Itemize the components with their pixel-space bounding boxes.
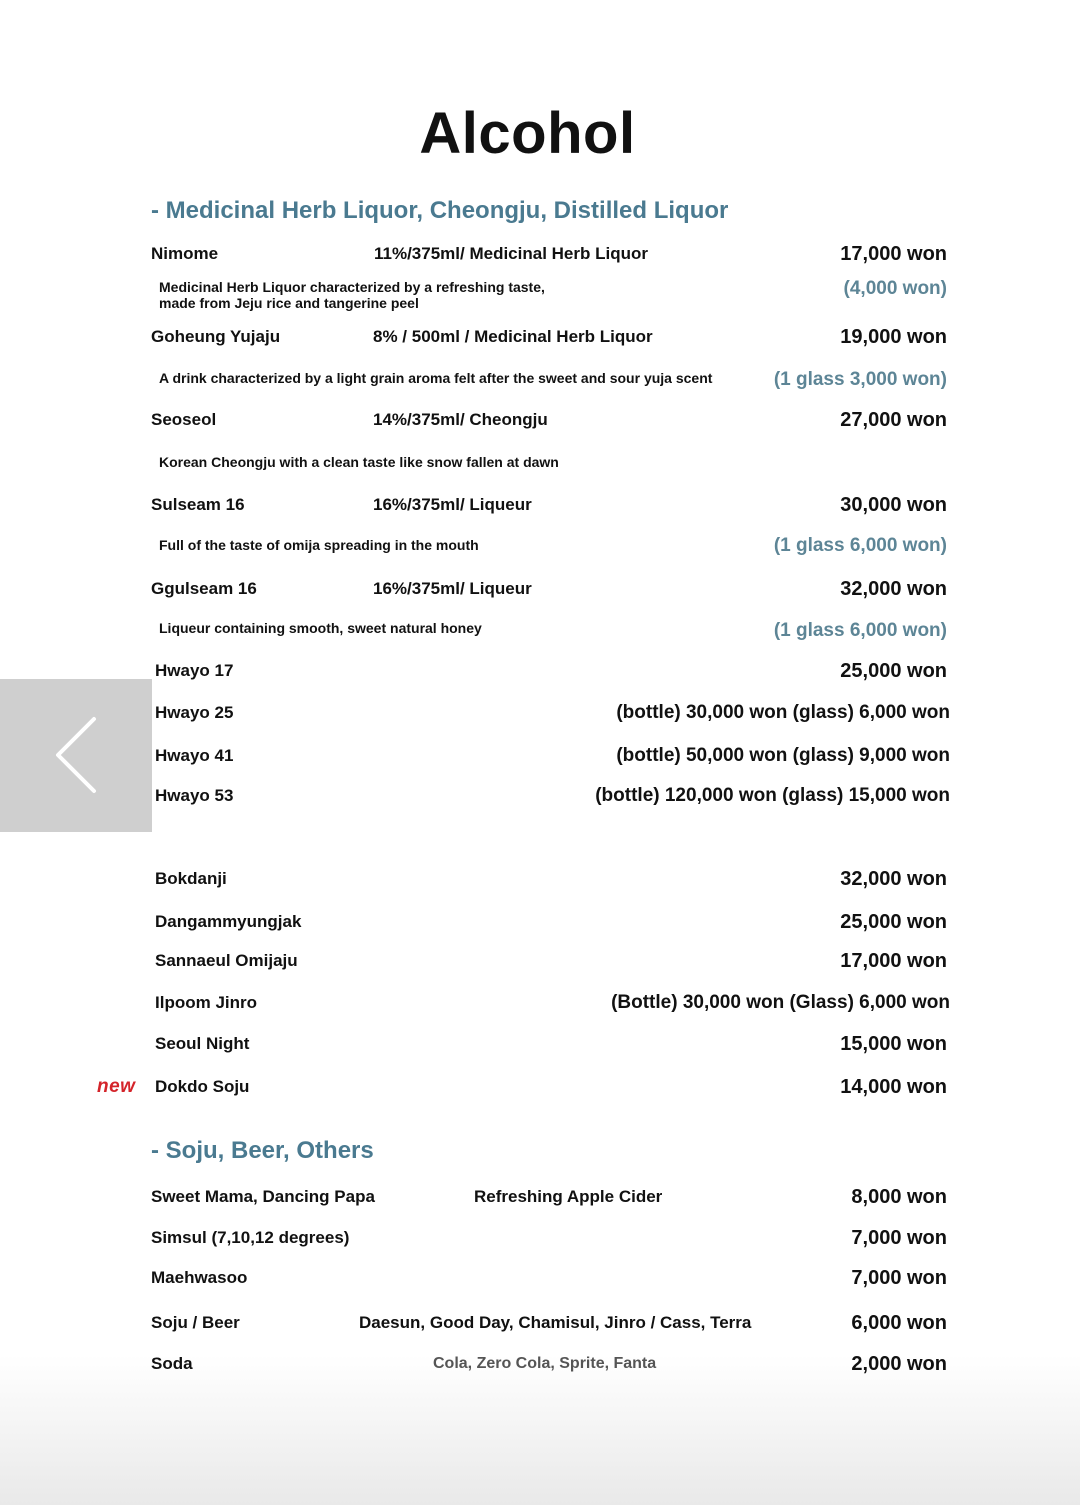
bottom-shade [0,1355,1080,1505]
item-description: Korean Cheongju with a clean taste like snow fallen at dawn [159,454,559,470]
item-name: Hwayo 17 [155,661,234,680]
item-name: Hwayo 41 [155,746,234,765]
item-glass-price: (1 glass 6,000 won) [773,620,947,641]
section-heading-herb-liquor: - Medicinal Herb Liquor, Cheongju, Distilled Liquor [151,197,729,224]
item-price: (bottle) 30,000 won (glass) 6,000 won [616,702,950,723]
item-name: Sannaeul Omijaju [155,951,298,970]
back-button[interactable] [0,679,152,832]
item-note: Refreshing Apple Cider [474,1187,663,1206]
item-description: made from Jeju rice and tangerine peel [159,295,419,311]
item-price: 17,000 won [840,243,947,265]
item-price: 30,000 won [840,494,947,516]
new-badge: new [97,1076,136,1097]
item-name: Maehwasoo [151,1268,248,1287]
item-price: (Bottle) 30,000 won (Glass) 6,000 won [611,992,950,1013]
item-spec: 16%/375ml/ Liqueur [373,579,532,598]
item-name: Bokdanji [155,869,227,888]
item-price: 15,000 won [840,1033,947,1055]
item-spec: 8% / 500ml / Medicinal Herb Liquor [373,327,653,346]
item-price: 8,000 won [851,1186,947,1208]
item-price: 25,000 won [840,911,947,933]
chevron-left-icon [52,715,102,795]
item-description: Medicinal Herb Liquor characterized by a refreshing taste, [159,279,545,295]
item-glass-price: (4,000 won) [843,278,947,299]
item-name: Soda [151,1354,193,1373]
item-price: 6,000 won [851,1312,947,1334]
item-description: Full of the taste of omija spreading in the mouth [159,537,479,553]
item-name: Ggulseam 16 [151,579,257,598]
item-price: 25,000 won [840,660,947,682]
item-note: Daesun, Good Day, Chamisul, Jinro / Cass, Terra [359,1313,752,1332]
item-glass-price: (1 glass 6,000 won) [773,535,947,556]
item-price: 32,000 won [840,578,947,600]
item-name: Sweet Mama, Dancing Papa [151,1187,375,1206]
item-name: Goheung Yujaju [151,327,281,346]
item-name: Ilpoom Jinro [155,993,257,1012]
item-price: 19,000 won [840,326,947,348]
item-spec: 16%/375ml/ Liqueur [373,495,532,514]
item-price: 32,000 won [840,868,947,890]
item-price: (bottle) 50,000 won (glass) 9,000 won [616,745,950,766]
item-glass-price: (1 glass 3,000 won) [773,369,947,390]
item-spec: 14%/375ml/ Cheongju [373,410,548,429]
item-name: Dangammyungjak [155,912,302,931]
item-price: 27,000 won [840,409,947,431]
item-name: Soju / Beer [151,1313,240,1332]
item-price: (bottle) 120,000 won (glass) 15,000 won [595,785,950,806]
item-name: Seoul Night [155,1034,250,1053]
section-heading-soju-beer: - Soju, Beer, Others [151,1137,374,1164]
item-description: A drink characterized by a light grain aroma felt after the sweet and sour yuja scent [159,370,713,386]
item-name: Dokdo Soju [155,1077,250,1096]
item-name: Simsul (7,10,12 degrees) [151,1228,350,1247]
item-name: Seoseol [151,410,217,429]
item-price: 7,000 won [851,1227,947,1249]
item-price: 14,000 won [840,1076,947,1098]
item-name: Nimome [151,244,219,263]
item-name: Hwayo 25 [155,703,234,722]
item-name: Sulseam 16 [151,495,245,514]
item-spec: 11%/375ml/ Medicinal Herb Liquor [374,244,648,263]
item-price: 2,000 won [851,1353,947,1375]
page-title: Alcohol [419,101,636,166]
item-note: Cola, Zero Cola, Sprite, Fanta [433,1355,657,1372]
item-name: Hwayo 53 [155,786,234,805]
item-price: 7,000 won [851,1267,947,1289]
item-description: Liqueur containing smooth, sweet natural honey [159,620,482,636]
item-price: 17,000 won [840,950,947,972]
